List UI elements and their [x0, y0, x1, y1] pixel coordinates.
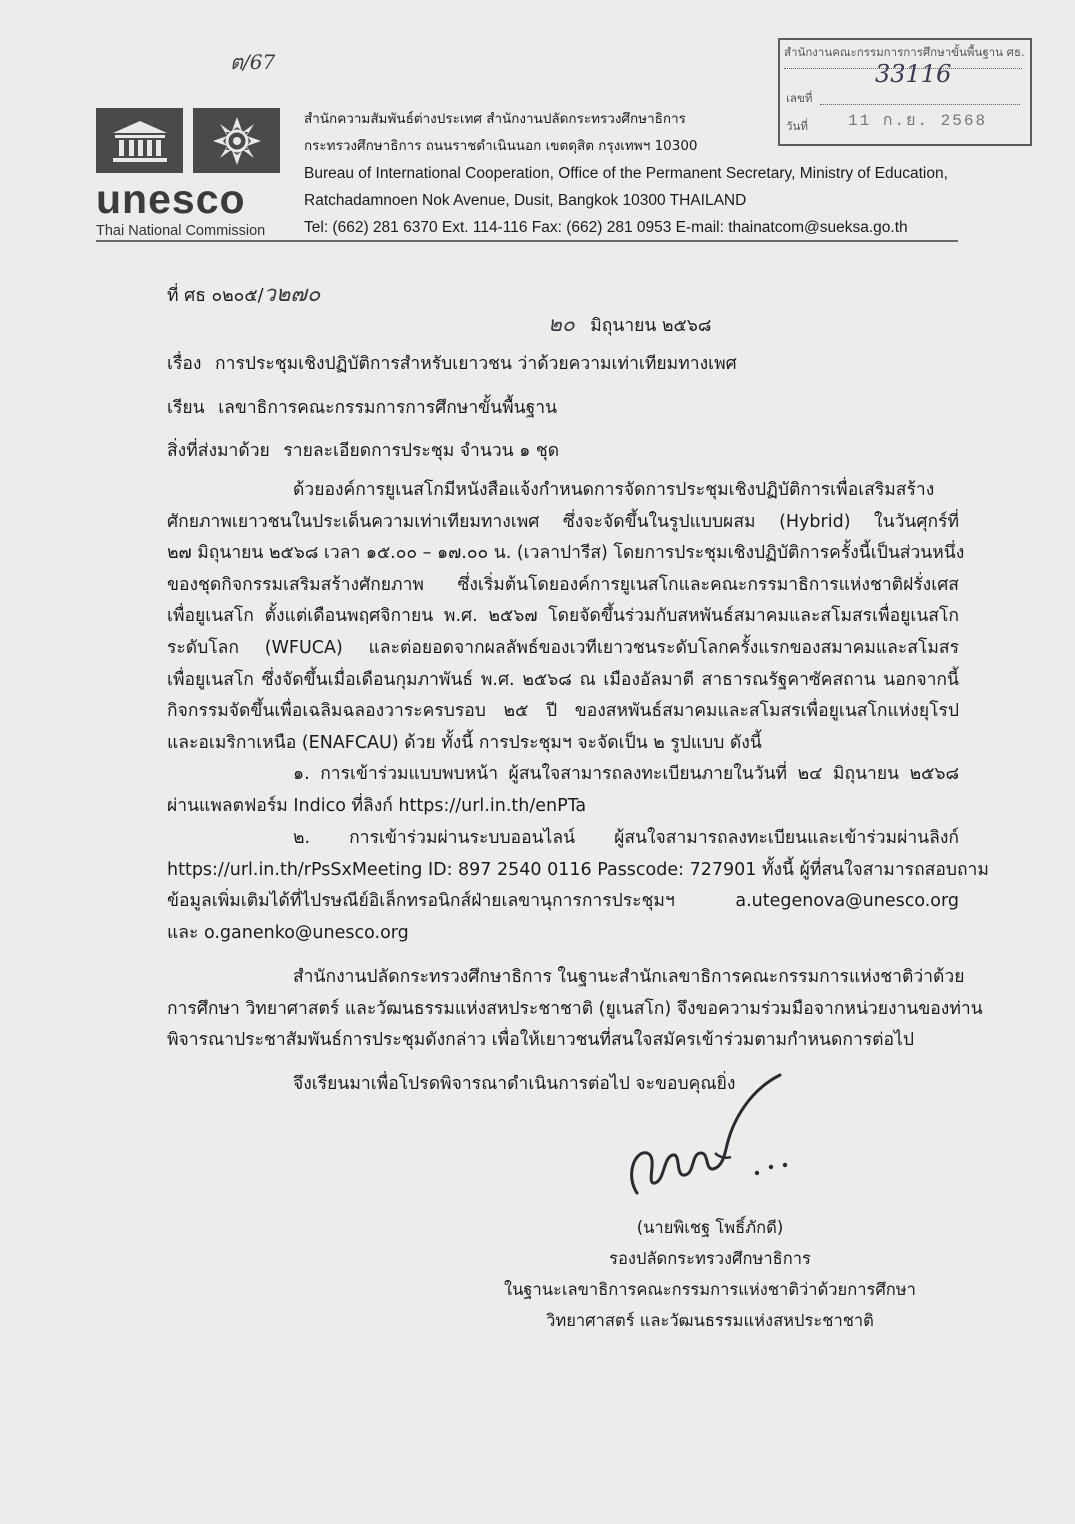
letterhead-line-4: Ratchadamnoen Nok Avenue, Dusit, Bangkok 10300 THAILAND	[304, 192, 747, 209]
signature-scribble	[615, 1065, 805, 1215]
doc-reference-number: ว๒๗๐	[263, 282, 321, 307]
doc-reference-prefix: ที่ ศธ ๐๒๐๕/	[167, 286, 264, 306]
letterhead-line-1: สำนักความสัมพันธ์ต่างประเทศ สำนักงานปลัดกระทรวงศึกษาธิการ	[304, 111, 686, 127]
letterhead-contact: Tel: (662) 281 6370 Ext. 114-116 Fax: (662) 281 0953 E-mail: thainatcom@sueksa.go.th	[304, 219, 908, 236]
p1-line: ด้วยองค์การยูเนสโกมีหนังสือแจ้งกำหนดการจัดการประชุมเชิงปฏิบัติการเพื่อเสริมสร้าง	[293, 480, 935, 500]
p1-line: ของชุดกิจกรรมเสริมสร้างศักยภาพ ซึ่งเริ่มต้นโดยองค์การยูเนสโกและคณะกรรมาธิการแห่งชาติฝรั่งเศส	[167, 574, 959, 595]
stamp-number-line	[820, 104, 1020, 105]
p1-line: เพื่อยูเนสโก ซึ่งจัดขึ้นเมื่อเดือนกุมภาพันธ์ พ.ศ. ๒๕๖๘ ณ เมืองอัลมาตี สาธารณรัฐคาซัคสถาน นอกจากนี้	[167, 669, 959, 690]
p4-line: พิจารณาประชาสัมพันธ์การประชุมดังกล่าว เพื่อให้เยาวชนที่สนใจสมัครเข้าร่วมตามกำหนดการต่อไป	[167, 1030, 914, 1051]
stamp-date-label: วันที่	[786, 119, 808, 133]
p3-line: ข้อมูลเพิ่มเติมได้ที่ไปรษณีย์อิเล็กทรอนิกส์ฝ่ายเลขานุการการประชุมฯ a.utegenova@unesco.org	[167, 891, 959, 912]
signatory-title-3: วิทยาศาสตร์ และวัฒนธรรมแห่งสหประชาชาติ	[546, 1311, 874, 1330]
subject-line	[167, 349, 737, 377]
unesco-logo	[96, 108, 282, 239]
p1-line: เพื่อยูเนสโก ตั้งแต่เดือนพฤศจิกายน พ.ศ. ๒๕๖๗ โดยจัดขึ้นร่วมกับสหพันธ์สมาคมและสโมสรเพื่อยูเนสโก	[167, 606, 959, 627]
letterhead-rule	[96, 240, 958, 242]
p3-line: https://url.in.th/rPsSxMeeting ID: 897 2540 0116 Passcode: 727901 ทั้งนี้ ผู้ที่สนใจสามารถสอบถาม	[167, 859, 989, 880]
body-paragraph-4	[167, 962, 983, 1057]
unesco-wordmark: unesco	[96, 176, 246, 222]
enclosure-line	[167, 436, 559, 464]
p2-line: ผ่านแพลตฟอร์ม Indico ที่ลิงก์ https://url.in.th/enPTa	[167, 795, 587, 816]
letterhead-line-3: Bureau of International Cooperation, Office of the Permanent Secretary, Ministry of Education,	[304, 165, 948, 182]
p4-line: การศึกษา วิทยาศาสตร์ และวัฒนธรรมแห่งสหประชาชาติ (ยูเนสโก) จึงขอความร่วมมือจากหน่วยงานของท่าน	[167, 998, 983, 1019]
national-commission-label: Thai National Commission	[96, 223, 266, 239]
p3-line: ๒. การเข้าร่วมผ่านระบบออนไลน์ ผู้สนใจสามารถลงทะเบียนและเข้าร่วมผ่านลิงก์	[293, 828, 959, 848]
signatory-title-1: รองปลัดกระทรวงศึกษาธิการ	[609, 1249, 811, 1268]
letterhead-address	[304, 106, 948, 241]
signature-block	[480, 1212, 940, 1336]
p1-line: ระดับโลก (WFUCA) และต่อยอดจากผลลัพธ์ของเวทีเยาวชนระดับโลกครั้งแรกของสมาคมและสโมสร	[167, 637, 959, 658]
body-paragraph-1	[167, 475, 965, 759]
stamp-number: 33116	[875, 60, 952, 88]
handwritten-file-note: ต/67	[230, 50, 276, 74]
recipient-text: เลขาธิการคณะกรรมการการศึกษาขั้นพื้นฐาน	[218, 398, 558, 418]
thai-emblem-icon	[193, 108, 280, 173]
closing-line: จึงเรียนมาเพื่อโปรดพิจารณาดำเนินการต่อไป จะขอบคุณยิ่ง	[293, 1074, 736, 1094]
enclosure-text: รายละเอียดการประชุม จำนวน ๑ ชุด	[283, 441, 560, 461]
body-paragraph-3	[167, 823, 989, 949]
letterhead-line-2: กระทรวงศึกษาธิการ ถนนราชดำเนินนอก เขตดุสิต กรุงเทพฯ 10300	[304, 138, 698, 154]
date-month-year: มิถุนายน ๒๕๖๘	[590, 316, 712, 336]
stamp-number-label: เลขที่	[786, 91, 813, 105]
letter-date	[548, 308, 711, 341]
body-paragraph-2	[167, 759, 959, 822]
doc-reference	[167, 276, 320, 311]
p4-line: สำนักงานปลัดกระทรวงศึกษาธิการ ในฐานะสำนักเลขาธิการคณะกรรมการแห่งชาติว่าด้วย	[293, 967, 965, 987]
signatory-title-2: ในฐานะเลขาธิการคณะกรรมการแห่งชาติว่าด้วยการศึกษา	[504, 1280, 916, 1299]
p3-line: และ o.ganenko@unesco.org	[167, 922, 409, 943]
recipient-label: เรียน	[167, 398, 205, 418]
unesco-temple-icon	[96, 108, 183, 173]
recipient-line	[167, 393, 557, 421]
p1-line: ๒๗ มิถุนายน ๒๕๖๘ เวลา ๑๕.๐๐ – ๑๗.๐๐ น. (เวลาปารีส) โดยการประชุมเชิงปฏิบัติการครั้งนี้เป็นส่วนหนึ่ง	[167, 543, 965, 564]
stamp-date: 11 ก.ย. 2568	[848, 112, 988, 130]
signatory-name: (นายพิเชฐ โพธิ์ภักดี)	[636, 1218, 784, 1237]
stamp-office: สำนักงานคณะกรรมการการศึกษาขั้นพื้นฐาน ศธ.	[784, 45, 1025, 59]
p1-line: กิจกรรมจัดขึ้นเพื่อเฉลิมฉลองวาระครบรอบ ๒๕ ปี ของสหพันธ์สมาคมและสโมสรเพื่อยูเนสโกแห่งยุโรป	[167, 701, 959, 722]
p2-line: ๑. การเข้าร่วมแบบพบหน้า ผู้สนใจสามารถลงทะเบียนภายในวันที่ ๒๔ มิถุนายน ๒๕๖๘	[293, 764, 959, 784]
date-day: ๒๐	[548, 312, 575, 336]
enclosure-label: สิ่งที่ส่งมาด้วย	[167, 441, 270, 461]
p1-line: และอเมริกาเหนือ (ENAFCAU) ด้วย ทั้งนี้ การประชุมฯ จะจัดเป็น ๒ รูปแบบ ดังนี้	[167, 732, 762, 753]
subject-label: เรื่อง	[167, 354, 202, 374]
p1-line: ศักยภาพเยาวชนในประเด็นความเท่าเทียมทางเพศ ซึ่งจะจัดขึ้นในรูปแบบผสม (Hybrid) ในวันศุกร์ที่	[167, 511, 959, 532]
subject-text: การประชุมเชิงปฏิบัติการสำหรับเยาวชน ว่าด้วยความเท่าเทียมทางเพศ	[215, 354, 737, 374]
